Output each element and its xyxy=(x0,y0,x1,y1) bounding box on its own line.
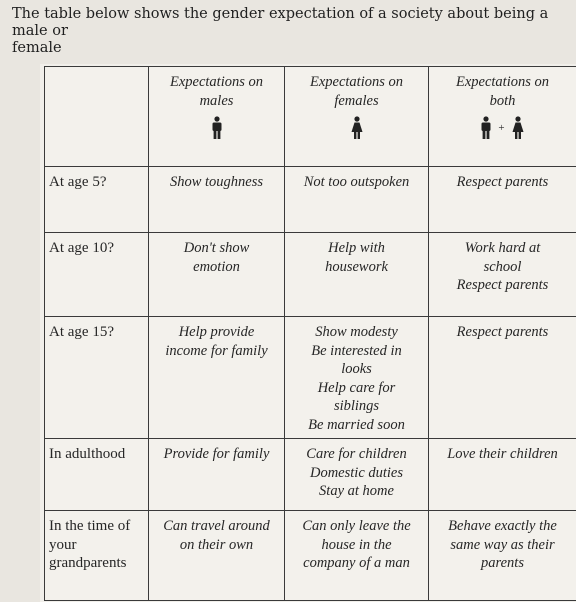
female-icon xyxy=(511,116,525,140)
header-females-line1: Expectations on xyxy=(309,74,404,90)
cell-line: looks xyxy=(341,361,372,377)
cell-line: Stay at home xyxy=(319,483,394,499)
gender-expectation-table xyxy=(44,66,576,601)
cell-both xyxy=(429,317,576,439)
female-icon xyxy=(350,116,364,140)
table-row xyxy=(45,233,576,317)
header-females-icons xyxy=(289,116,424,144)
cell-line: on their own xyxy=(179,536,254,553)
cell-line: same way as their xyxy=(450,536,555,553)
cell-line: Help care for xyxy=(317,379,396,396)
cell-males xyxy=(149,233,285,317)
cell-line: Respect parents xyxy=(456,324,549,340)
intro-text xyxy=(12,6,572,57)
header-both-line2: both xyxy=(489,92,516,109)
row-label: At age 15? xyxy=(45,317,149,439)
intro-line-1: The table below shows the gender expectation of a society about being a male or xyxy=(12,6,549,39)
header-both-line1: Expectations on xyxy=(455,74,550,90)
cell-line: Can only leave the xyxy=(302,518,411,534)
cell-females xyxy=(285,233,429,317)
cell-line: siblings xyxy=(333,398,380,414)
cell-line: Not too outspoken xyxy=(303,174,410,190)
cell-females xyxy=(285,439,429,511)
header-females-line2: females xyxy=(334,92,379,109)
cell-line: house in the xyxy=(321,536,392,553)
table-row xyxy=(45,167,576,233)
cell-line: Respect parents xyxy=(456,174,549,190)
cell-males xyxy=(149,439,285,511)
male-icon xyxy=(211,116,223,140)
header-males xyxy=(149,67,285,167)
cell-line: company of a man xyxy=(303,555,410,571)
corner-cell xyxy=(45,67,149,167)
row-label: At age 10? xyxy=(45,233,149,317)
cell-both xyxy=(429,439,576,511)
cell-line: Domestic duties xyxy=(309,464,404,481)
cell-line: Love their children xyxy=(447,446,558,462)
cell-line: Provide for family xyxy=(163,446,270,462)
row-label: At age 5? xyxy=(45,167,149,233)
header-males-icons xyxy=(153,116,280,144)
cell-females xyxy=(285,511,429,601)
cell-line: school xyxy=(483,258,522,275)
cell-line: parents xyxy=(481,555,524,571)
cell-line: Show modesty xyxy=(315,324,398,340)
cell-males xyxy=(149,317,285,439)
cell-males xyxy=(149,511,285,601)
cell-both xyxy=(429,167,576,233)
cell-both xyxy=(429,233,576,317)
cell-line: Work hard at xyxy=(464,240,541,256)
cell-line: Be married soon xyxy=(308,416,405,433)
row-label: In the time of your grandparents xyxy=(45,511,149,601)
cell-line: income for family xyxy=(165,342,268,359)
header-row xyxy=(45,67,576,167)
cell-line: Show toughness xyxy=(169,174,264,190)
cell-line: Care for children xyxy=(306,446,407,462)
cell-line: Be interested in xyxy=(311,342,402,359)
header-both-icons xyxy=(433,116,572,144)
cell-line: Help provide xyxy=(178,324,255,340)
cell-both xyxy=(429,511,576,601)
cell-line: housework xyxy=(325,258,388,275)
header-males-line1: Expectations on xyxy=(169,74,264,90)
male-icon xyxy=(480,116,492,140)
cell-males xyxy=(149,167,285,233)
cell-line: Don't show xyxy=(183,240,250,256)
cell-line: emotion xyxy=(193,258,240,275)
cell-line: Help with xyxy=(328,240,385,256)
intro-line-2: female xyxy=(12,40,62,56)
table-row xyxy=(45,317,576,439)
cell-females xyxy=(285,317,429,439)
cell-line: Can travel around xyxy=(163,518,270,534)
header-both xyxy=(429,67,576,167)
cell-line: Behave exactly the xyxy=(448,518,557,534)
table-row xyxy=(45,511,576,601)
cell-females xyxy=(285,167,429,233)
plus-sign: + xyxy=(498,121,505,134)
header-females xyxy=(285,67,429,167)
header-males-line2: males xyxy=(199,92,234,109)
table-row xyxy=(45,439,576,511)
row-label: In adulthood xyxy=(45,439,149,511)
cell-line: Respect parents xyxy=(456,277,549,293)
